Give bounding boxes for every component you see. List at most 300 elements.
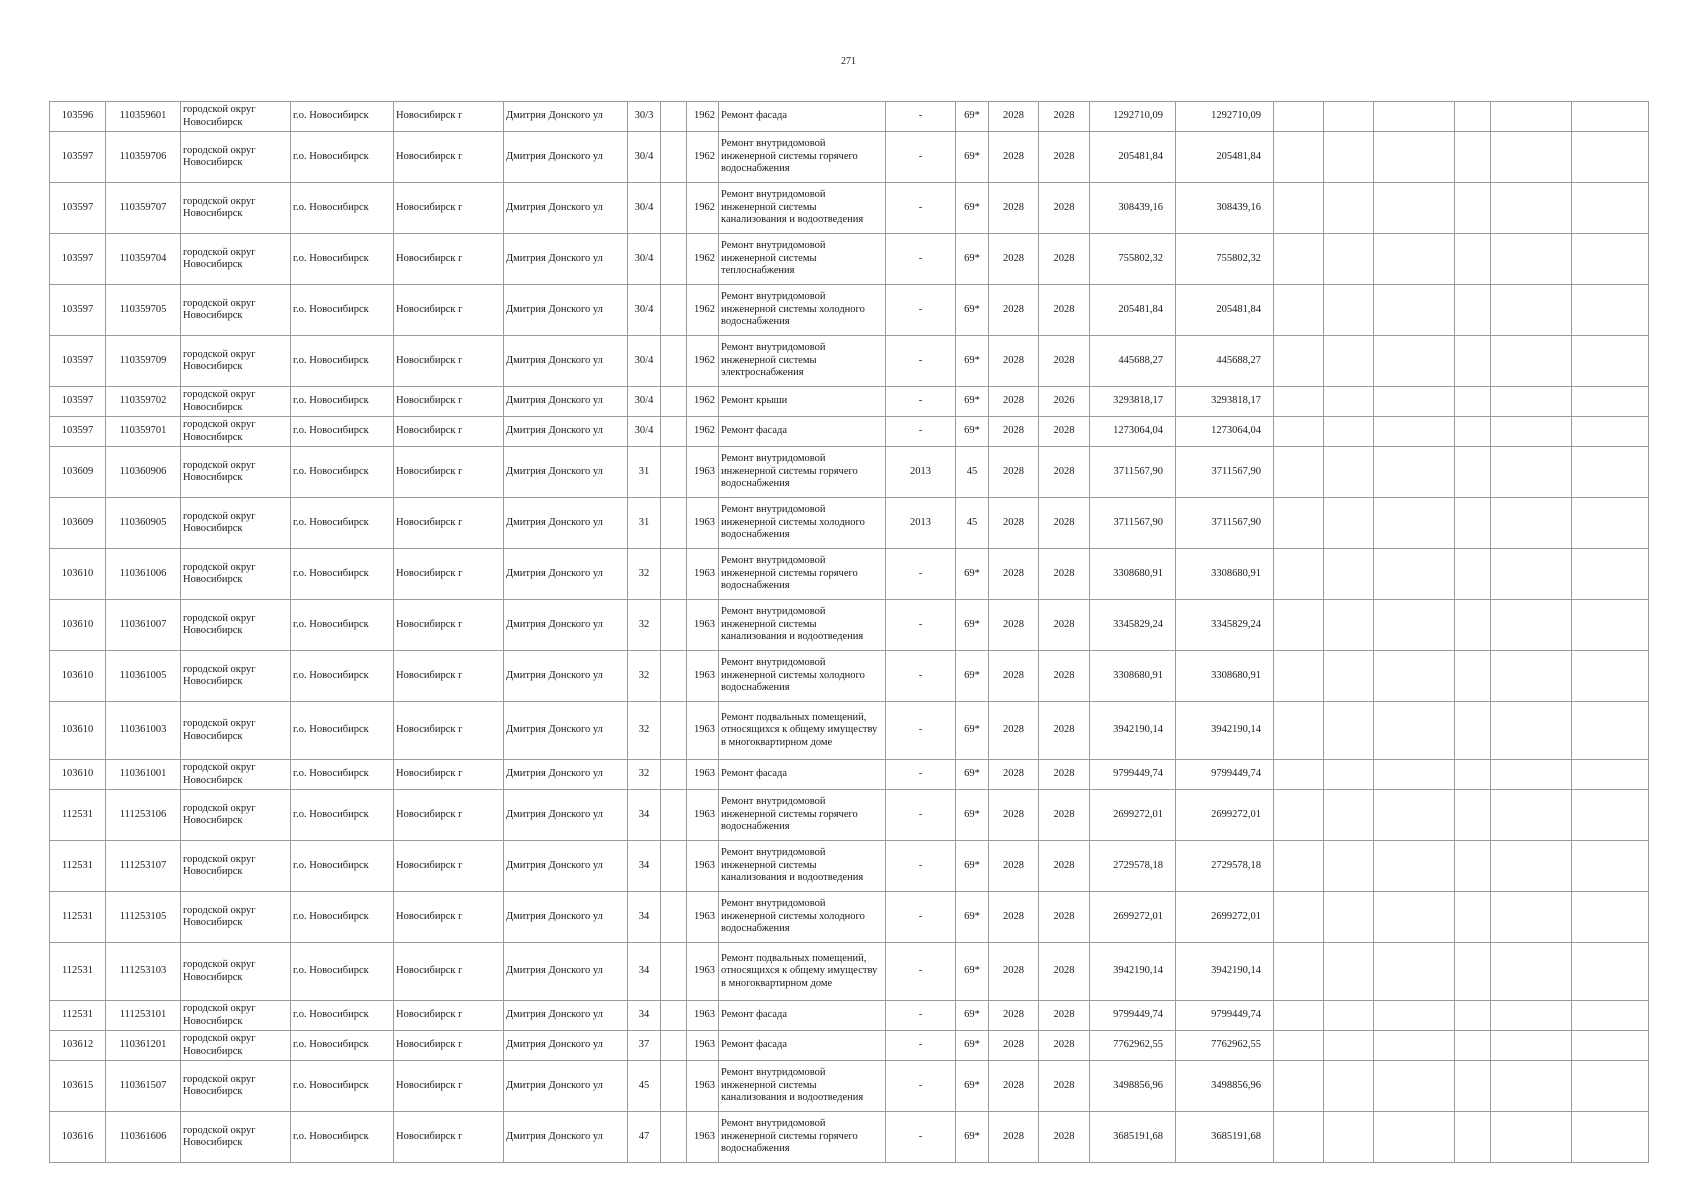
cell-municipality: городской округ Новосибирск: [181, 790, 291, 841]
cell-empty-col-4: [1455, 702, 1491, 760]
cell-cost-amount: 2729578,18: [1176, 841, 1274, 892]
cell-locality: Новосибирск г: [394, 943, 504, 1001]
cell-empty-col-4: [1455, 760, 1491, 790]
cell-work-type: Ремонт фасада: [719, 1031, 886, 1061]
table-row: [50, 790, 1649, 841]
cell-cost-total: 2699272,01: [1090, 790, 1176, 841]
cell-last-repair-year: 2013: [886, 447, 956, 498]
cell-plan-year-to: 2028: [1039, 651, 1090, 702]
cell-build-year: 1963: [687, 651, 719, 702]
cell-empty-col-5: [1491, 417, 1572, 447]
cell-empty-col-3: [1374, 285, 1455, 336]
cell-row-id: 103610: [50, 760, 106, 790]
cell-building: [661, 285, 687, 336]
cell-work-type: Ремонт внутридомовой инженерной системы канализования и водоотведения: [719, 600, 886, 651]
cell-municipal-district: г.о. Новосибирск: [291, 417, 394, 447]
cell-norm-period: 69*: [956, 841, 989, 892]
cell-empty-col-1: [1274, 1031, 1324, 1061]
cell-locality: Новосибирск г: [394, 387, 504, 417]
cell-plan-year-to: 2028: [1039, 1001, 1090, 1031]
cell-cost-total: 3308680,91: [1090, 651, 1176, 702]
cell-empty-col-1: [1274, 285, 1324, 336]
cell-municipal-district: г.о. Новосибирск: [291, 651, 394, 702]
cell-plan-year-from: 2028: [989, 183, 1039, 234]
cell-work-type: Ремонт фасада: [719, 760, 886, 790]
cell-empty-col-3: [1374, 417, 1455, 447]
cell-plan-year-from: 2028: [989, 841, 1039, 892]
cell-norm-period: 69*: [956, 1001, 989, 1031]
cell-plan-year-from: 2028: [989, 417, 1039, 447]
cell-street: Дмитрия Донского ул: [504, 285, 628, 336]
cell-building: [661, 387, 687, 417]
cell-empty-col-4: [1455, 892, 1491, 943]
cell-cost-amount: 308439,16: [1176, 183, 1274, 234]
cell-locality: Новосибирск г: [394, 183, 504, 234]
cell-plan-year-to: 2028: [1039, 790, 1090, 841]
cell-house-number: 32: [628, 702, 661, 760]
cell-cost-total: 3711567,90: [1090, 447, 1176, 498]
cell-work-type: Ремонт внутридомовой инженерной системы канализования и водоотведения: [719, 841, 886, 892]
cell-build-year: 1963: [687, 892, 719, 943]
cell-empty-col-3: [1374, 387, 1455, 417]
cell-empty-col-2: [1324, 841, 1374, 892]
cell-building: [661, 234, 687, 285]
table-row: [50, 102, 1649, 132]
cell-empty-col-6: [1572, 760, 1649, 790]
cell-plan-year-from: 2028: [989, 1112, 1039, 1163]
cell-locality: Новосибирск г: [394, 790, 504, 841]
cell-building: [661, 651, 687, 702]
cell-norm-period: 69*: [956, 102, 989, 132]
cell-norm-period: 45: [956, 498, 989, 549]
cell-cost-amount: 205481,84: [1176, 132, 1274, 183]
cell-empty-col-1: [1274, 841, 1324, 892]
cell-plan-year-from: 2028: [989, 549, 1039, 600]
cell-empty-col-3: [1374, 132, 1455, 183]
cell-row-id: 103609: [50, 498, 106, 549]
cell-norm-period: 69*: [956, 892, 989, 943]
cell-municipal-district: г.о. Новосибирск: [291, 498, 394, 549]
cell-norm-period: 69*: [956, 702, 989, 760]
cell-street: Дмитрия Донского ул: [504, 1001, 628, 1031]
page-number: 271: [841, 56, 856, 67]
cell-last-repair-year: -: [886, 285, 956, 336]
cell-plan-year-to: 2028: [1039, 447, 1090, 498]
table-row: [50, 447, 1649, 498]
cell-build-year: 1963: [687, 943, 719, 1001]
cell-house-number: 34: [628, 1001, 661, 1031]
cell-row-id: 103615: [50, 1061, 106, 1112]
cell-cost-total: 2699272,01: [1090, 892, 1176, 943]
cell-locality: Новосибирск г: [394, 841, 504, 892]
table-row: [50, 702, 1649, 760]
cell-norm-period: 69*: [956, 1061, 989, 1112]
cell-last-repair-year: 2013: [886, 498, 956, 549]
cell-empty-col-3: [1374, 943, 1455, 1001]
cell-row-id: 103597: [50, 285, 106, 336]
cell-build-year: 1963: [687, 1061, 719, 1112]
cell-plan-year-from: 2028: [989, 447, 1039, 498]
cell-empty-col-5: [1491, 183, 1572, 234]
cell-object-code: 110359701: [106, 417, 181, 447]
cell-municipality: городской округ Новосибирск: [181, 234, 291, 285]
cell-empty-col-3: [1374, 234, 1455, 285]
cell-norm-period: 69*: [956, 234, 989, 285]
cell-locality: Новосибирск г: [394, 234, 504, 285]
cell-empty-col-2: [1324, 336, 1374, 387]
cell-empty-col-6: [1572, 702, 1649, 760]
cell-locality: Новосибирск г: [394, 1031, 504, 1061]
cell-empty-col-4: [1455, 447, 1491, 498]
cell-municipal-district: г.о. Новосибирск: [291, 132, 394, 183]
cell-building: [661, 600, 687, 651]
cell-row-id: 112531: [50, 790, 106, 841]
cell-empty-col-1: [1274, 132, 1324, 183]
cell-empty-col-1: [1274, 1001, 1324, 1031]
cell-municipal-district: г.о. Новосибирск: [291, 1001, 394, 1031]
cell-row-id: 103597: [50, 336, 106, 387]
cell-norm-period: 69*: [956, 417, 989, 447]
cell-cost-amount: 755802,32: [1176, 234, 1274, 285]
cell-locality: Новосибирск г: [394, 600, 504, 651]
table-row: [50, 336, 1649, 387]
cell-empty-col-3: [1374, 790, 1455, 841]
cell-cost-amount: 2699272,01: [1176, 790, 1274, 841]
cell-locality: Новосибирск г: [394, 1001, 504, 1031]
cell-cost-amount: 3308680,91: [1176, 549, 1274, 600]
cell-building: [661, 183, 687, 234]
cell-plan-year-to: 2028: [1039, 417, 1090, 447]
cell-plan-year-to: 2028: [1039, 549, 1090, 600]
cell-plan-year-from: 2028: [989, 132, 1039, 183]
cell-street: Дмитрия Донского ул: [504, 943, 628, 1001]
cell-empty-col-6: [1572, 841, 1649, 892]
cell-empty-col-4: [1455, 651, 1491, 702]
cell-empty-col-2: [1324, 102, 1374, 132]
cell-empty-col-2: [1324, 651, 1374, 702]
cell-street: Дмитрия Донского ул: [504, 1031, 628, 1061]
table-row: [50, 1031, 1649, 1061]
cell-empty-col-5: [1491, 132, 1572, 183]
cell-build-year: 1962: [687, 417, 719, 447]
cell-build-year: 1963: [687, 760, 719, 790]
cell-municipality: городской округ Новосибирск: [181, 760, 291, 790]
cell-last-repair-year: -: [886, 841, 956, 892]
cell-locality: Новосибирск г: [394, 1112, 504, 1163]
cell-plan-year-to: 2028: [1039, 132, 1090, 183]
table-row: [50, 417, 1649, 447]
cell-empty-col-3: [1374, 1061, 1455, 1112]
cell-cost-total: 3498856,96: [1090, 1061, 1176, 1112]
cell-object-code: 110361003: [106, 702, 181, 760]
cell-municipality: городской округ Новосибирск: [181, 336, 291, 387]
cell-street: Дмитрия Донского ул: [504, 447, 628, 498]
cell-cost-amount: 3293818,17: [1176, 387, 1274, 417]
cell-plan-year-to: 2028: [1039, 285, 1090, 336]
cell-cost-total: 3308680,91: [1090, 549, 1176, 600]
cell-empty-col-2: [1324, 600, 1374, 651]
cell-house-number: 30/4: [628, 132, 661, 183]
cell-plan-year-from: 2028: [989, 892, 1039, 943]
cell-empty-col-1: [1274, 651, 1324, 702]
cell-plan-year-from: 2028: [989, 1031, 1039, 1061]
cell-empty-col-3: [1374, 102, 1455, 132]
cell-municipal-district: г.о. Новосибирск: [291, 549, 394, 600]
cell-empty-col-4: [1455, 336, 1491, 387]
cell-last-repair-year: -: [886, 892, 956, 943]
cell-empty-col-1: [1274, 943, 1324, 1001]
cell-municipality: городской округ Новосибирск: [181, 600, 291, 651]
cell-building: [661, 549, 687, 600]
cell-street: Дмитрия Донского ул: [504, 760, 628, 790]
cell-house-number: 32: [628, 600, 661, 651]
cell-cost-amount: 7762962,55: [1176, 1031, 1274, 1061]
cell-empty-col-2: [1324, 549, 1374, 600]
cell-house-number: 47: [628, 1112, 661, 1163]
cell-empty-col-5: [1491, 760, 1572, 790]
cell-build-year: 1963: [687, 498, 719, 549]
cell-empty-col-1: [1274, 336, 1324, 387]
cell-empty-col-1: [1274, 549, 1324, 600]
cell-row-id: 103597: [50, 234, 106, 285]
cell-cost-total: 205481,84: [1090, 285, 1176, 336]
cell-empty-col-1: [1274, 1061, 1324, 1112]
cell-empty-col-2: [1324, 1061, 1374, 1112]
cell-empty-col-3: [1374, 498, 1455, 549]
cell-building: [661, 417, 687, 447]
cell-empty-col-1: [1274, 447, 1324, 498]
cell-locality: Новосибирск г: [394, 702, 504, 760]
cell-locality: Новосибирск г: [394, 760, 504, 790]
cell-last-repair-year: -: [886, 1031, 956, 1061]
cell-object-code: 110361007: [106, 600, 181, 651]
cell-work-type: Ремонт внутридомовой инженерной системы холодного водоснабжения: [719, 498, 886, 549]
cell-empty-col-6: [1572, 498, 1649, 549]
cell-street: Дмитрия Донского ул: [504, 183, 628, 234]
cell-build-year: 1963: [687, 600, 719, 651]
table-row: [50, 841, 1649, 892]
cell-empty-col-2: [1324, 132, 1374, 183]
cell-work-type: Ремонт внутридомовой инженерной системы теплоснабжения: [719, 234, 886, 285]
cell-municipal-district: г.о. Новосибирск: [291, 943, 394, 1001]
cell-empty-col-5: [1491, 790, 1572, 841]
cell-work-type: Ремонт внутридомовой инженерной системы горячего водоснабжения: [719, 1112, 886, 1163]
cell-empty-col-4: [1455, 234, 1491, 285]
cell-empty-col-2: [1324, 285, 1374, 336]
cell-empty-col-1: [1274, 892, 1324, 943]
cell-cost-total: 3685191,68: [1090, 1112, 1176, 1163]
cell-municipal-district: г.о. Новосибирск: [291, 234, 394, 285]
cell-last-repair-year: -: [886, 417, 956, 447]
cell-house-number: 30/3: [628, 102, 661, 132]
cell-cost-amount: 1273064,04: [1176, 417, 1274, 447]
cell-building: [661, 102, 687, 132]
cell-street: Дмитрия Донского ул: [504, 651, 628, 702]
cell-municipal-district: г.о. Новосибирск: [291, 892, 394, 943]
capital-repair-table: [49, 101, 1649, 1163]
cell-municipal-district: г.о. Новосибирск: [291, 102, 394, 132]
cell-municipal-district: г.о. Новосибирск: [291, 790, 394, 841]
cell-empty-col-4: [1455, 387, 1491, 417]
cell-municipality: городской округ Новосибирск: [181, 943, 291, 1001]
cell-cost-total: 3942190,14: [1090, 702, 1176, 760]
cell-work-type: Ремонт фасада: [719, 417, 886, 447]
cell-cost-total: 9799449,74: [1090, 760, 1176, 790]
cell-cost-total: 205481,84: [1090, 132, 1176, 183]
table-row: [50, 1001, 1649, 1031]
cell-empty-col-4: [1455, 943, 1491, 1001]
cell-municipality: городской округ Новосибирск: [181, 132, 291, 183]
cell-row-id: 103610: [50, 600, 106, 651]
cell-object-code: 110359706: [106, 132, 181, 183]
cell-building: [661, 1112, 687, 1163]
cell-plan-year-from: 2028: [989, 387, 1039, 417]
cell-street: Дмитрия Донского ул: [504, 336, 628, 387]
cell-work-type: Ремонт внутридомовой инженерной системы холодного водоснабжения: [719, 892, 886, 943]
cell-empty-col-3: [1374, 1112, 1455, 1163]
cell-house-number: 30/4: [628, 234, 661, 285]
cell-plan-year-to: 2028: [1039, 1031, 1090, 1061]
cell-build-year: 1963: [687, 1031, 719, 1061]
cell-norm-period: 69*: [956, 1031, 989, 1061]
cell-empty-col-5: [1491, 447, 1572, 498]
cell-locality: Новосибирск г: [394, 1061, 504, 1112]
cell-cost-total: 3942190,14: [1090, 943, 1176, 1001]
cell-object-code: 111253105: [106, 892, 181, 943]
cell-empty-col-1: [1274, 183, 1324, 234]
cell-plan-year-to: 2028: [1039, 234, 1090, 285]
cell-object-code: 110359709: [106, 336, 181, 387]
cell-empty-col-5: [1491, 943, 1572, 1001]
cell-street: Дмитрия Донского ул: [504, 387, 628, 417]
cell-municipality: городской округ Новосибирск: [181, 1061, 291, 1112]
cell-locality: Новосибирск г: [394, 498, 504, 549]
cell-empty-col-2: [1324, 498, 1374, 549]
table-row: [50, 943, 1649, 1001]
cell-object-code: 110359601: [106, 102, 181, 132]
cell-last-repair-year: -: [886, 760, 956, 790]
cell-street: Дмитрия Донского ул: [504, 549, 628, 600]
cell-street: Дмитрия Донского ул: [504, 234, 628, 285]
cell-row-id: 103597: [50, 183, 106, 234]
cell-empty-col-4: [1455, 1061, 1491, 1112]
table-row: [50, 549, 1649, 600]
cell-norm-period: 69*: [956, 760, 989, 790]
cell-plan-year-from: 2028: [989, 790, 1039, 841]
cell-work-type: Ремонт внутридомовой инженерной системы канализования и водоотведения: [719, 1061, 886, 1112]
cell-municipal-district: г.о. Новосибирск: [291, 702, 394, 760]
cell-house-number: 30/4: [628, 336, 661, 387]
cell-row-id: 103609: [50, 447, 106, 498]
cell-empty-col-4: [1455, 285, 1491, 336]
cell-building: [661, 1001, 687, 1031]
cell-empty-col-1: [1274, 387, 1324, 417]
cell-build-year: 1963: [687, 1001, 719, 1031]
cell-empty-col-5: [1491, 1001, 1572, 1031]
cell-street: Дмитрия Донского ул: [504, 417, 628, 447]
cell-row-id: 103597: [50, 417, 106, 447]
cell-empty-col-1: [1274, 234, 1324, 285]
cell-house-number: 30/4: [628, 285, 661, 336]
cell-work-type: Ремонт подвальных помещений, относящихся к общему имуществу в многоквартирном доме: [719, 702, 886, 760]
cell-empty-col-2: [1324, 1031, 1374, 1061]
cell-municipality: городской округ Новосибирск: [181, 549, 291, 600]
cell-work-type: Ремонт фасада: [719, 102, 886, 132]
cell-norm-period: 69*: [956, 183, 989, 234]
cell-object-code: 110361001: [106, 760, 181, 790]
cell-norm-period: 69*: [956, 1112, 989, 1163]
cell-norm-period: 69*: [956, 943, 989, 1001]
cell-empty-col-4: [1455, 1031, 1491, 1061]
cell-municipal-district: г.о. Новосибирск: [291, 1061, 394, 1112]
cell-build-year: 1962: [687, 234, 719, 285]
cell-building: [661, 892, 687, 943]
cell-cost-amount: 1292710,09: [1176, 102, 1274, 132]
cell-plan-year-from: 2028: [989, 498, 1039, 549]
cell-row-id: 103597: [50, 132, 106, 183]
cell-empty-col-2: [1324, 387, 1374, 417]
cell-plan-year-from: 2028: [989, 943, 1039, 1001]
cell-empty-col-1: [1274, 102, 1324, 132]
cell-norm-period: 69*: [956, 132, 989, 183]
cell-plan-year-to: 2028: [1039, 183, 1090, 234]
cell-empty-col-6: [1572, 892, 1649, 943]
cell-empty-col-6: [1572, 285, 1649, 336]
cell-locality: Новосибирск г: [394, 447, 504, 498]
cell-last-repair-year: -: [886, 1112, 956, 1163]
cell-empty-col-5: [1491, 600, 1572, 651]
cell-empty-col-5: [1491, 285, 1572, 336]
cell-norm-period: 69*: [956, 600, 989, 651]
cell-cost-amount: 205481,84: [1176, 285, 1274, 336]
cell-empty-col-6: [1572, 102, 1649, 132]
cell-building: [661, 447, 687, 498]
cell-empty-col-2: [1324, 892, 1374, 943]
cell-house-number: 30/4: [628, 417, 661, 447]
cell-work-type: Ремонт внутридомовой инженерной системы холодного водоснабжения: [719, 651, 886, 702]
cell-cost-total: 755802,32: [1090, 234, 1176, 285]
cell-empty-col-3: [1374, 892, 1455, 943]
cell-plan-year-from: 2028: [989, 1061, 1039, 1112]
cell-last-repair-year: -: [886, 234, 956, 285]
cell-empty-col-2: [1324, 702, 1374, 760]
cell-cost-total: 3345829,24: [1090, 600, 1176, 651]
cell-empty-col-5: [1491, 1061, 1572, 1112]
cell-row-id: 103610: [50, 549, 106, 600]
table-row: [50, 285, 1649, 336]
cell-street: Дмитрия Донского ул: [504, 1112, 628, 1163]
cell-work-type: Ремонт подвальных помещений, относящихся к общему имуществу в многоквартирном доме: [719, 943, 886, 1001]
cell-cost-amount: 3942190,14: [1176, 943, 1274, 1001]
cell-empty-col-1: [1274, 600, 1324, 651]
cell-plan-year-to: 2028: [1039, 1061, 1090, 1112]
cell-municipal-district: г.о. Новосибирск: [291, 760, 394, 790]
cell-municipal-district: г.о. Новосибирск: [291, 1031, 394, 1061]
cell-empty-col-3: [1374, 336, 1455, 387]
cell-norm-period: 69*: [956, 387, 989, 417]
cell-cost-total: 445688,27: [1090, 336, 1176, 387]
cell-empty-col-5: [1491, 892, 1572, 943]
cell-municipality: городской округ Новосибирск: [181, 1112, 291, 1163]
cell-work-type: Ремонт крыши: [719, 387, 886, 417]
cell-plan-year-to: 2028: [1039, 336, 1090, 387]
cell-empty-col-3: [1374, 760, 1455, 790]
cell-building: [661, 790, 687, 841]
cell-plan-year-to: 2028: [1039, 498, 1090, 549]
cell-object-code: 110361606: [106, 1112, 181, 1163]
cell-street: Дмитрия Донского ул: [504, 600, 628, 651]
cell-empty-col-3: [1374, 841, 1455, 892]
